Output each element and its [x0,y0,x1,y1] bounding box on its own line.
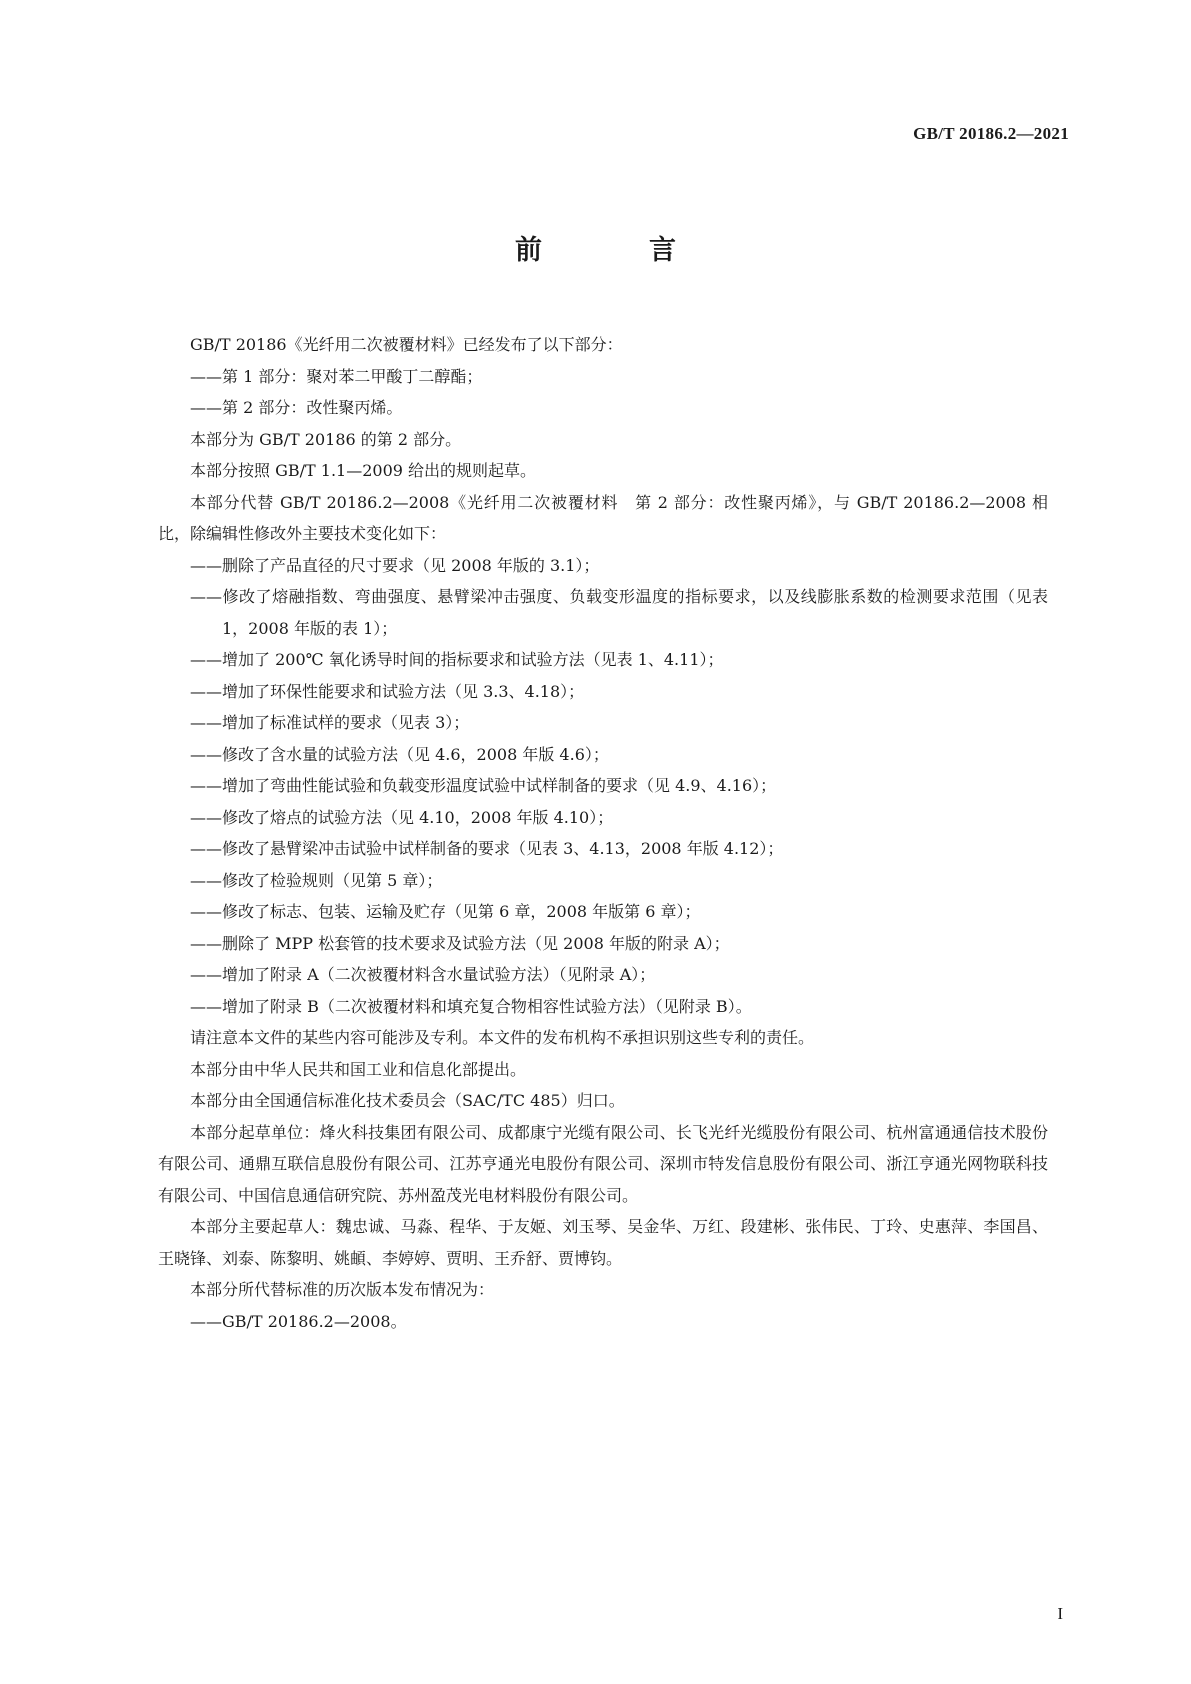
paragraph-drafters: 本部分主要起草人：魏忠诚、马淼、程华、于友姬、刘玉琴、吴金华、万红、段建彬、张伟民、丁玲、史惠萍、李国昌、王晓锋、刘泰、陈黎明、姚頔、李婷婷、贾明、王乔舒、贾博钧。 [158,1217,1048,1268]
change-item: ——修改了熔点的试验方法（见 4.10，2008 年版 4.10）； [190,807,614,827]
paragraph-centralized-by: 本部分由全国通信标准化技术委员会（SAC/TC 485）归口。 [190,1091,625,1110]
change-item: ——增加了 200℃ 氧化诱导时间的指标要求和试验方法（见表 1、4.11）； [190,650,724,669]
page-number: I [1057,1604,1063,1623]
change-item: ——增加了标准试样的要求（见表 3）； [190,713,470,732]
paragraph-series-intro: GB/T 20186《光纤用二次被覆材料》已经发布了以下部分： [190,335,623,354]
standard-code: GB/T 20186.2—2021 [913,124,1069,143]
change-item: ——删除了产品直径的尺寸要求（见 2008 年版的 3.1）； [190,555,600,575]
change-item: ——增加了环保性能要求和试验方法（见 3.3、4.18）； [190,681,585,701]
paragraph-history: 本部分所代替标准的历次版本发布情况为： [190,1280,495,1299]
paragraph-drafting-units: 本部分起草单位：烽火科技集团有限公司、成都康宁光缆有限公司、长飞光纤光缆股份有限公司、杭州富通通信技术股份有限公司、通鼎互联信息股份有限公司、江苏亨通光电股份有限公司、深圳市特发信息股份有限公司、浙江亨通光网物联科技有限公司、中国信息通信研究院、苏州盈茂光电材料股份有限公司。 [158,1122,1048,1205]
history-item: ——GB/T 20186.2—2008。 [190,1311,407,1331]
change-item: ——删除了 MPP 松套管的技术要求及试验方法（见 2008 年版的附录 A）； [190,933,730,953]
paragraph-part-statement: 本部分为 GB/T 20186 的第 2 部分。 [190,429,462,449]
change-item: ——增加了弯曲性能试验和负载变形温度试验中试样制备的要求（见 4.9、4.16）； [190,776,777,795]
change-item: ——修改了标志、包装、运输及贮存（见第 6 章，2008 年版第 6 章）； [190,902,701,921]
change-item: ——修改了含水量的试验方法（见 4.6，2008 年版 4.6）； [190,744,609,764]
paragraph-drafting-rules: 本部分按照 GB/T 1.1—2009 给出的规则起草。 [190,461,537,480]
change-item: ——增加了附录 B（二次被覆材料和填充复合物相容性试验方法）（见附录 B）。 [190,996,752,1016]
change-item: ——增加了附录 A（二次被覆材料含水量试验方法）（见附录 A）； [190,965,656,984]
paragraph-replacement: 本部分代替 GB/T 20186.2—2008《光纤用二次被覆材料 第 2 部分：改性聚丙烯》，与 GB/T 20186.2—2008 相比，除编辑性修改外主要技术变化如下： [158,492,1048,543]
change-item: ——修改了悬臂梁冲击试验中试样制备的要求（见表 3、4.13，2008 年版 4.12）； [190,839,784,858]
list-item-part2: ——第 2 部分：改性聚丙烯。 [190,398,403,417]
page-title: 前 言 [515,235,716,266]
change-item [158,581,1048,644]
paragraph-proposed-by: 本部分由中华人民共和国工业和信息化部提出。 [190,1059,527,1079]
change-item: ——修改了检验规则（见第 5 章）； [190,870,443,890]
paragraph-patent-notice: 请注意本文件的某些内容可能涉及专利。本文件的发布机构不承担识别这些专利的责任。 [190,1028,815,1047]
foreword-body [158,329,1048,1337]
list-item-part1: ——第 1 部分：聚对苯二甲酸丁二醇酯； [190,366,483,386]
change-item-text: ——修改了熔融指数、弯曲强度、悬臂梁冲击强度、负载变形温度的指标要求，以及线膨胀系数的检测要求范围（见表 1，2008 年版的表 1）； [190,587,1048,638]
